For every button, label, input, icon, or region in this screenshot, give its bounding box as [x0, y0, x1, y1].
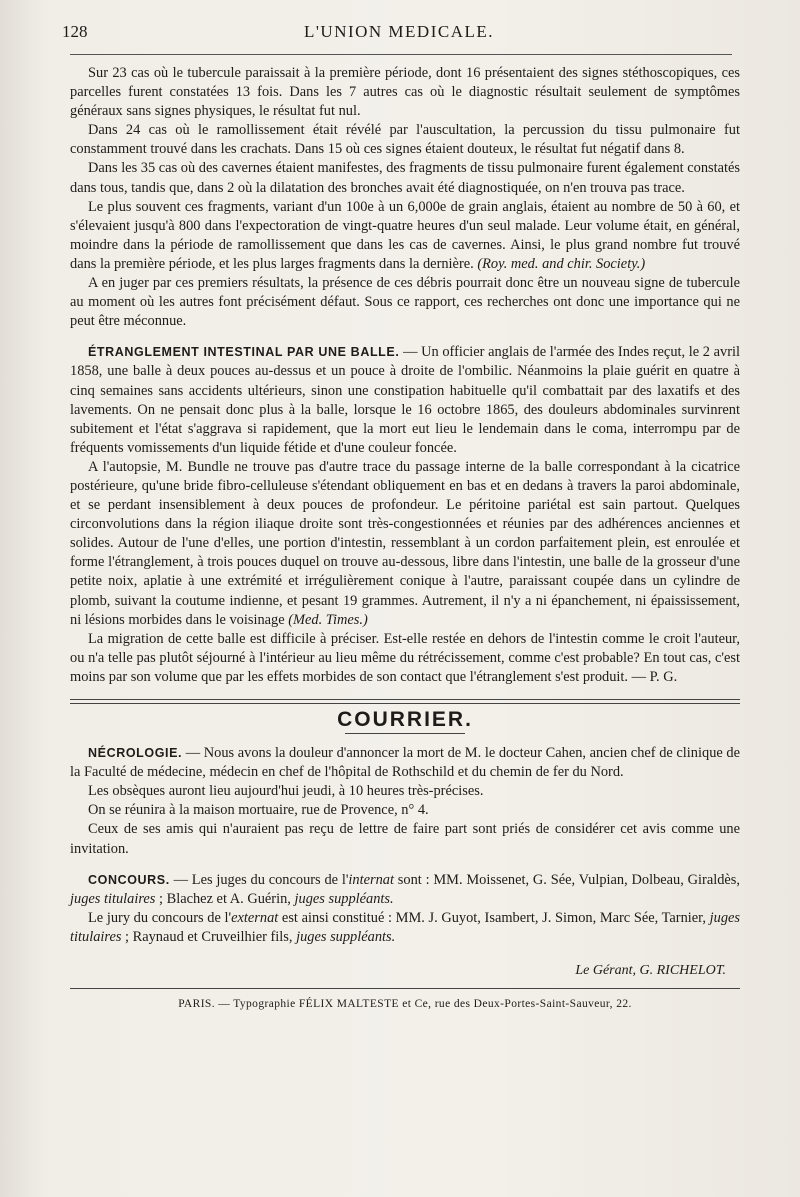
- paragraph-concours-internat: [70, 871, 740, 909]
- externat-suppleants: juges suppléants.: [296, 928, 396, 945]
- courrier-title: COURRIER.: [337, 708, 473, 731]
- paragraph-obseques: Les obsèques auront lieu aujourd'hui jeudi, à 10 heures très-précises.: [88, 783, 484, 800]
- section-double-rule: [70, 699, 740, 704]
- body-text: [70, 64, 740, 1014]
- journal-title: L'UNION MEDICALE.: [303, 22, 495, 41]
- concours-text-c: sont : MM. Moissenet, G. Sée, Vulpian, Dolbeau, Giraldès,: [394, 871, 740, 888]
- paragraph-reunion: On se réunira à la maison mortuaire, rue de Provence, n° 4.: [88, 802, 429, 819]
- externat-text-a: Le jury du concours de l': [88, 909, 232, 926]
- necrologie-heading: NÉCROLOGIE.: [88, 746, 183, 761]
- concours-text-e: ; Blachez et A. Guérin,: [155, 890, 295, 907]
- concours-externat: externat: [231, 909, 279, 926]
- paragraph-necrologie: [70, 744, 740, 782]
- paragraph-etranglement-intro: [70, 343, 740, 458]
- fragments-text: Le plus souvent ces fragments, variant d'un 100e à un 6,000e de grain anglais, étaient au nombre de 50 à 60, et s'élevaient jusqu'à 800 dans l'expectoration de vingt-quatre heures d'un seul malade. Leur volume était, en général, moindre dans la période de ramollissement que dans les cas de cavernes. Ainsi, le plus grand nombre fut trouvé dans la première période, et les plus larges fragments dans la dernière.: [70, 198, 740, 272]
- paragraph-fragments: [70, 198, 740, 274]
- paragraph-autopsie: [70, 458, 740, 630]
- concours-text-a: — Les juges du concours de l': [169, 871, 349, 888]
- courrier-short-rule: [345, 733, 465, 734]
- autopsie-text: A l'autopsie, M. Bundle ne trouve pas d'autre trace du passage interne de la balle correspondant à la cicatrice postérieure, qu'une bride fibro-celluleuse s'étendant obliquement en bas et en dedans à travers la paroi abdominale, et se perdant insensiblement à deux pouces de profondeur. Le péritoine pariétal est sain partout. Quelques circonvolutions dans la région iliaque droite sont très-congestionnées et réunies par des adhérences anciennes et solides. Autour de l'une d'elles, une portion d'intestin, ressemblant à un cordon parfaitement plein, est enroulée et forme l'étranglement, à trois pouces duquel on trouve au-dessous, libre dans l'intestin, une balle de la grosseur d'une petite noix, aplatie à une extrémité et irrégulièrement conique à l'autre, paraissant coupée dans un cylindre de plomb, suivant la coutume indienne, et pesant 19 grammes. Autrement, il n'y a ni épanchement, ni épaississement, ni lésions morbides dans le voisinage: [70, 458, 740, 628]
- printer-imprint: PARIS. — Typographie FÉLIX MALTESTE et Ce, rue des Deux-Portes-Saint-Sauveur, 22.: [178, 998, 632, 1011]
- externat-text-c: est ainsi constitué : MM. J. Guyot, Isambert, J. Simon, Marc Sée, Tarnier,: [278, 909, 710, 926]
- header-rule: [70, 54, 732, 55]
- footer-rule: [70, 988, 740, 989]
- paragraph-ramollissement: Dans 24 cas où le ramollissement était révélé par l'auscultation, la percussion du tissu pulmonaire fut constamment trouvé dans les crachats. Dans 15 où ces signes étaient douteux, le résultat fut négatif dans 8.: [70, 122, 740, 158]
- externat-text-e: ; Raynaud et Cruveilhier fils,: [121, 928, 297, 945]
- concours-heading: CONCOURS.: [88, 872, 170, 887]
- page-number: 128: [62, 22, 88, 41]
- concours-suppleants: juges suppléants.: [294, 890, 394, 907]
- fragments-reference: (Roy. med. and chir. Society.): [477, 255, 646, 272]
- paragraph-concours-externat: [70, 909, 740, 947]
- running-head: [62, 22, 736, 48]
- concours-titulaires: juges titulaires: [70, 890, 156, 907]
- paragraph-migration: La migration de cette balle est difficile à préciser. Est-elle restée en dehors de l'intestin comme le croit l'auteur, ou n'a telle pas plutôt séjourné à l'intérieur au lieu même du rétrécissement, comme c'est probable? En tout cas, c'est moins par son volume que par les effets morbides de son contact que l'étranglement s'est produit. — P. G.: [70, 630, 740, 685]
- autopsie-reference: (Med. Times.): [288, 611, 368, 628]
- signature-text: Le Gérant, G. RICHELOT.: [575, 963, 726, 979]
- concours-internat: internat: [348, 871, 394, 888]
- etranglement-intro-text: — Un officier anglais de l'armée des Indes reçut, le 2 avril 1858, une balle à deux pouces au-dessus et un pouce à droite de l'ombilic. Néanmoins la plaie guérit en quatre à cinq semaines sans accidents ultérieurs, sinon une constipation habituelle qu'il combattait par des laxatifs et des lavements. On ne pensait donc plus à la balle, lorsque le 16 octobre 1865, des douleurs abdominales survinrent subitement et l'état s'aggrava si rapidement, que la mort eut lieu le lendemain dans le coma, interrompu par de fréquents vomissements d'un liquide fétide et d'une couleur foncée.: [70, 344, 741, 456]
- necrologie-text: — Nous avons la douleur d'annoncer la mort de M. le docteur Cahen, ancien chef de clinique de la Faculté de médecine, médecin en chef de l'hôpital de Rothschild et du chemin de fer du Nord.: [70, 745, 740, 781]
- paragraph-cavernes: Dans les 35 cas où des cavernes étaient manifestes, des fragments de tissu pulmonaire furent également constatés dans tous, tandis que, dans 2 où la dilatation des bronches avait été diagnostiquée, on n'en trouva pas trace.: [70, 160, 740, 196]
- paragraph-invitation: Ceux de ses amis qui n'auraient pas reçu de lettre de faire part sont priés de considérer cet avis comme une invitation.: [70, 821, 740, 857]
- gerant-signature: [70, 961, 740, 980]
- paragraph-tubercule-first-period: Sur 23 cas où le tubercule paraissait à la première période, dont 16 présentaient des signes stéthoscopiques, ces parcelles furent constatées 13 fois. Dans les 7 autres cas où le diagnostic résultait seulement de symptômes généraux sans signes physiques, le résultat fut nul.: [70, 65, 740, 120]
- paragraph-conclusion: A en juger par ces premiers résultats, la présence de ces débris pourrait donc être un nouveau signe de tubercule au moment où les autres font précisément défaut. Sous ce rapport, ces recherches ont donc une importance qui ne peut être méconnue.: [70, 275, 740, 330]
- externat-titulaires: juges titulaires: [70, 909, 741, 945]
- etranglement-heading: ÉTRANGLEMENT INTESTINAL PAR UNE BALLE.: [88, 345, 400, 360]
